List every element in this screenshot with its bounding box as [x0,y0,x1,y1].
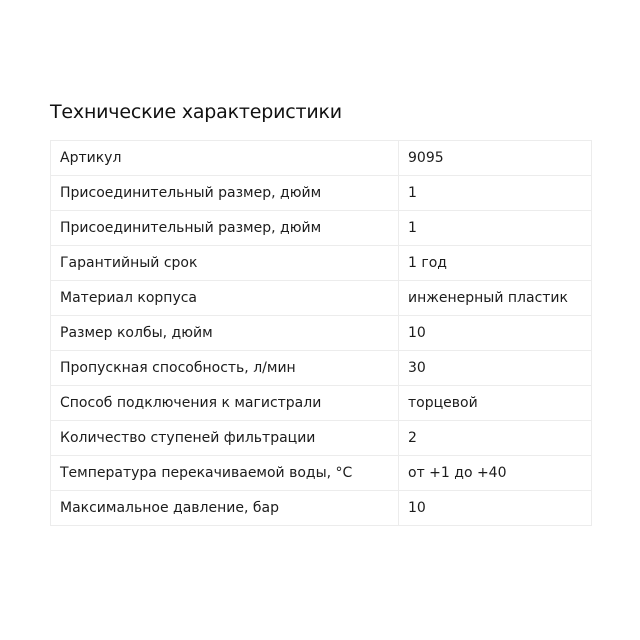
table-row [51,141,592,176]
table-row [51,491,592,526]
spec-value: торцевой [399,386,592,421]
spec-label: Способ подключения к магистрали [51,386,399,421]
table-row [51,246,592,281]
spec-value: 9095 [399,141,592,176]
table-row [51,281,592,316]
spec-value: 1 [399,211,592,246]
spec-label: Температура перекачиваемой воды, °C [51,456,399,491]
spec-value: 30 [399,351,592,386]
table-row [51,316,592,351]
spec-label: Размер колбы, дюйм [51,316,399,351]
spec-value: 2 [399,421,592,456]
spec-label: Пропускная способность, л/мин [51,351,399,386]
spec-label: Присоединительный размер, дюйм [51,176,399,211]
table-row [51,421,592,456]
section-title: Технические характеристики [50,101,342,123]
spec-value: 10 [399,491,592,526]
spec-value: от +1 до +40 [399,456,592,491]
spec-label: Гарантийный срок [51,246,399,281]
table-row [51,386,592,421]
spec-value: 10 [399,316,592,351]
spec-value: 1 год [399,246,592,281]
spec-label: Количество ступеней фильтрации [51,421,399,456]
spec-label: Максимальное давление, бар [51,491,399,526]
spec-label: Материал корпуса [51,281,399,316]
spec-value: инженерный пластик [399,281,592,316]
table-row [51,456,592,491]
table-row [51,351,592,386]
table-row [51,176,592,211]
spec-label: Артикул [51,141,399,176]
spec-value: 1 [399,176,592,211]
spec-label: Присоединительный размер, дюйм [51,211,399,246]
specs-table [50,140,592,526]
table-row [51,211,592,246]
